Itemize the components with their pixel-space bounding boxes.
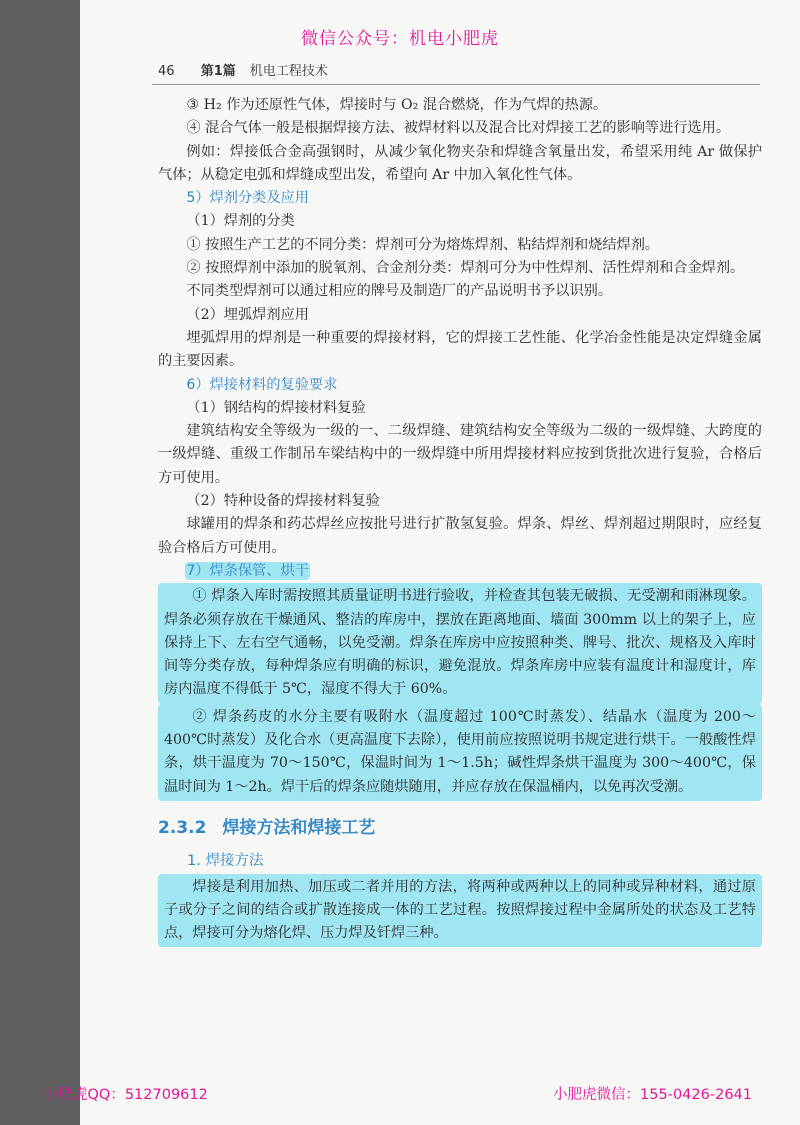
section-title xyxy=(158,817,762,840)
paragraph: 球罐用的焊条和药芯焊丝应按批号进行扩散氢复验。焊条、焊丝、焊剂超过期限时，应经复验合格后方可使用。 xyxy=(158,516,762,556)
heading-7 xyxy=(158,560,762,583)
highlight: 7）焊条保管、烘干 xyxy=(186,562,309,579)
subheading: （1）焊剂的分类 xyxy=(186,213,295,230)
heading-5: 5）焊剂分类及应用 xyxy=(186,190,309,207)
subheading: （1）钢结构的焊接材料复验 xyxy=(186,399,366,416)
heading-6: 6）焊接材料的复验要求 xyxy=(186,376,338,393)
paragraph: 不同类型焊剂可以通过相应的牌号及制造厂的产品说明书予以识别。 xyxy=(186,283,613,300)
paragraph: 例如：焊接低合金高强钢时，从减少氧化物夹杂和焊缝含氧量出发，希望采用纯 Ar 做保护气体；从稳定电弧和焊缝成型出发，希望向 Ar 中加入氧化性气体。 xyxy=(158,143,762,183)
paragraph: ② 按照焊剂中添加的脱氧剂、合金剂分类：焊剂可分为中性焊剂、活性焊剂和合金焊剂。 xyxy=(186,260,745,277)
watermark-qq: 小肥虎QQ：512709612 xyxy=(44,1087,208,1103)
subheading: （2）特种设备的焊接材料复验 xyxy=(186,493,380,510)
running-head xyxy=(158,60,328,79)
part-title: 机电工程技术 xyxy=(249,64,328,79)
page-number: 46 xyxy=(158,64,175,79)
header-rule xyxy=(152,84,760,85)
page-body xyxy=(158,94,762,947)
paragraph: ④ 混合气体一般是根据焊接方法、被焊材料以及混合比对焊接工艺的影响等进行选用。 xyxy=(186,120,731,137)
paragraph: 埋弧焊用的焊剂是一种重要的焊接材料，它的焊接工艺性能、化学冶金性能是决定焊缝金属的主要因素。 xyxy=(158,329,762,370)
paragraph: ① 按照生产工艺的不同分类：焊剂可分为熔炼焊剂、粘结焊剂和烧结焊剂。 xyxy=(186,236,660,253)
highlighted-paragraph: ① 焊条入库时需按照其质量证明书进行验收，并检查其包装无破损、无受潮和雨淋现象。焊条必须存放在干燥通风、整洁的库房中，摆放在距离地面、墙面 300mm 以上的架子上，应保持上下、左右空气通畅，以免受潮。焊条在库房中应按照种类、牌号、批次、规格及入库时间等分类存放，每种焊条应有明确的标识，避免混放。焊条库房中应装有温度计和湿度计，库房内温度不得低于 5℃，湿度不得大于 60%。 xyxy=(158,583,762,703)
subheading: （2）埋弧焊剂应用 xyxy=(186,306,309,323)
part-label: 第1篇 xyxy=(200,64,236,79)
section-title-text: 焊接方法和焊接工艺 xyxy=(222,817,376,838)
book-spine-shadow xyxy=(0,0,80,1125)
paragraph: 建筑结构安全等级为一级的一、二级焊缝、建筑结构安全等级为二级的一级焊缝、大跨度的一级焊缝、重级工作制吊车梁结构中的一级焊缝中所用焊接材料应按到货批次进行复验，合格后方可使用。 xyxy=(158,423,762,486)
section-number: 2.3.2 xyxy=(158,817,207,838)
watermark-wechat: 小肥虎微信：155-0426-2641 xyxy=(553,1087,752,1103)
highlighted-paragraph: 焊接是利用加热、加压或二者并用的方法，将两种或两种以上的同种或异种材料，通过原子或分子之间的结合或扩散连接成一体的工艺过程。按照焊接过程中金属所处的状态及工艺特点，焊接可分为熔化焊、压力焊及钎焊三种。 xyxy=(158,874,762,948)
watermark-top: 微信公众号：机电小肥虎 xyxy=(301,29,499,49)
highlighted-paragraph: ② 焊条药皮的水分主要有吸附水（温度超过 100℃时蒸发）、结晶水（温度为 200～400℃时蒸发）及化合水（更高温度下去除），使用前应按照说明书规定进行烘干。一般酸性焊条，烘干温度为 70～150℃，保温时间为 1～1.5h；碱性焊条烘干温度为 300～400℃，保温时间为 1～2h。焊干后的焊条应随烘随用，并应存放在保温桶内，以免再次受潮。 xyxy=(158,704,762,801)
paragraph: ③ H₂ 作为还原性气体，焊接时与 O₂ 混合燃烧，作为气焊的热源。 xyxy=(186,97,608,113)
subsection-title: 1. 焊接方法 xyxy=(187,853,264,870)
